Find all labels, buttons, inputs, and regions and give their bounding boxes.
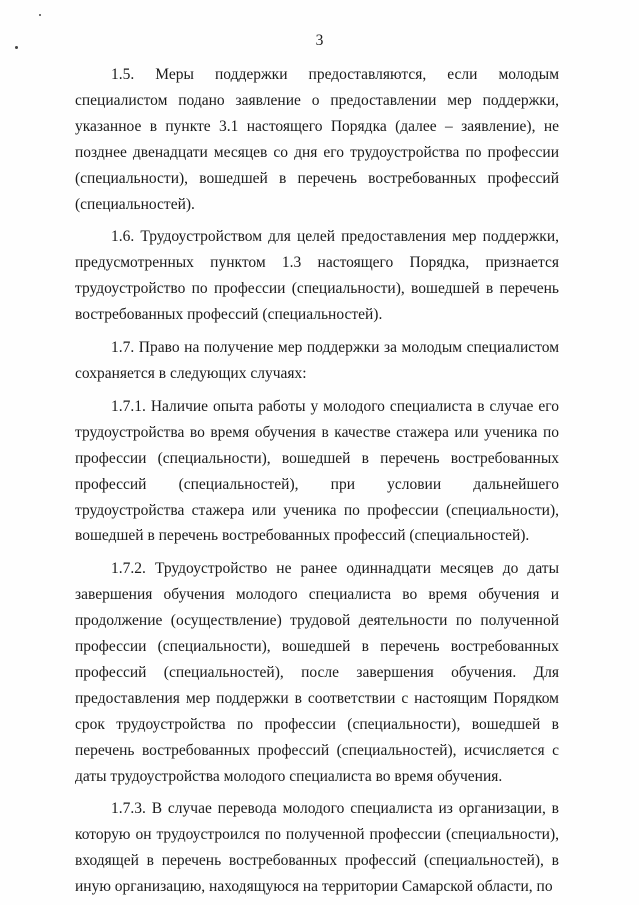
paragraph-1-7-3: 1.7.3. В случае перевода молодого специалиста из организации, в которую он трудоустроился по полученной профессии (специальности), входящей в перечень востребованных профессий (специальностей), в иную организацию, находящуюся на территории Самарской области, по xyxy=(75,800,559,896)
paragraph-1-6: 1.6. Трудоустройством для целей предоставления мер поддержки, предусмотренных пунктом 1.3 настоящего Порядка, признается трудоустройство по профессии (специальности), вошедшей в перечень востребованных профессий (специальностей). xyxy=(75,228,559,324)
page-number: 3 xyxy=(315,32,324,49)
paragraph-1-7-2: 1.7.2. Трудоустройство не ранее одиннадцати месяцев до даты завершения обучения молодого специалиста во время обучения и продолжение (осуществление) трудовой деятельности по полученной профессии (специальности), вошедшей в перечень востребованных профессий (специальностей), после завершения обучения. Для предоставления мер поддержки в соответствии с настоящим Порядком срок трудоустройства по профессии (специальности), вошедшей в перечень востребованных профессий (специальностей), исчисляется с даты трудоустройства молодого специалиста во время обучения. xyxy=(75,560,559,785)
paragraph-1-7: 1.7. Право на получение мер поддержки за молодым специалистом сохраняется в следующих случаях: xyxy=(75,339,559,382)
scan-speck xyxy=(39,14,41,16)
document-body xyxy=(75,62,559,907)
paragraph-1-7-1: 1.7.1. Наличие опыта работы у молодого специалиста в случае его трудоустройства во время обучения в качестве стажера или ученика по профессии (специальности), вошедшей в перечень востребованных профессий (специальностей), при условии дальнейшего трудоустройства стажера или ученика по профессии (специальности), вошедшей в перечень востребованных профессий (специальностей). xyxy=(75,397,559,545)
paragraph-1-5: 1.5. Меры поддержки предоставляются, если молодым специалистом подано заявление о предоставлении мер поддержки, указанное в пункте 3.1 настоящего Порядка (далее – заявление), не позднее двенадцати месяцев со дня его трудоустройства по профессии (специальности), вошедшей в перечень востребованных профессий (специальностей). xyxy=(75,66,559,213)
